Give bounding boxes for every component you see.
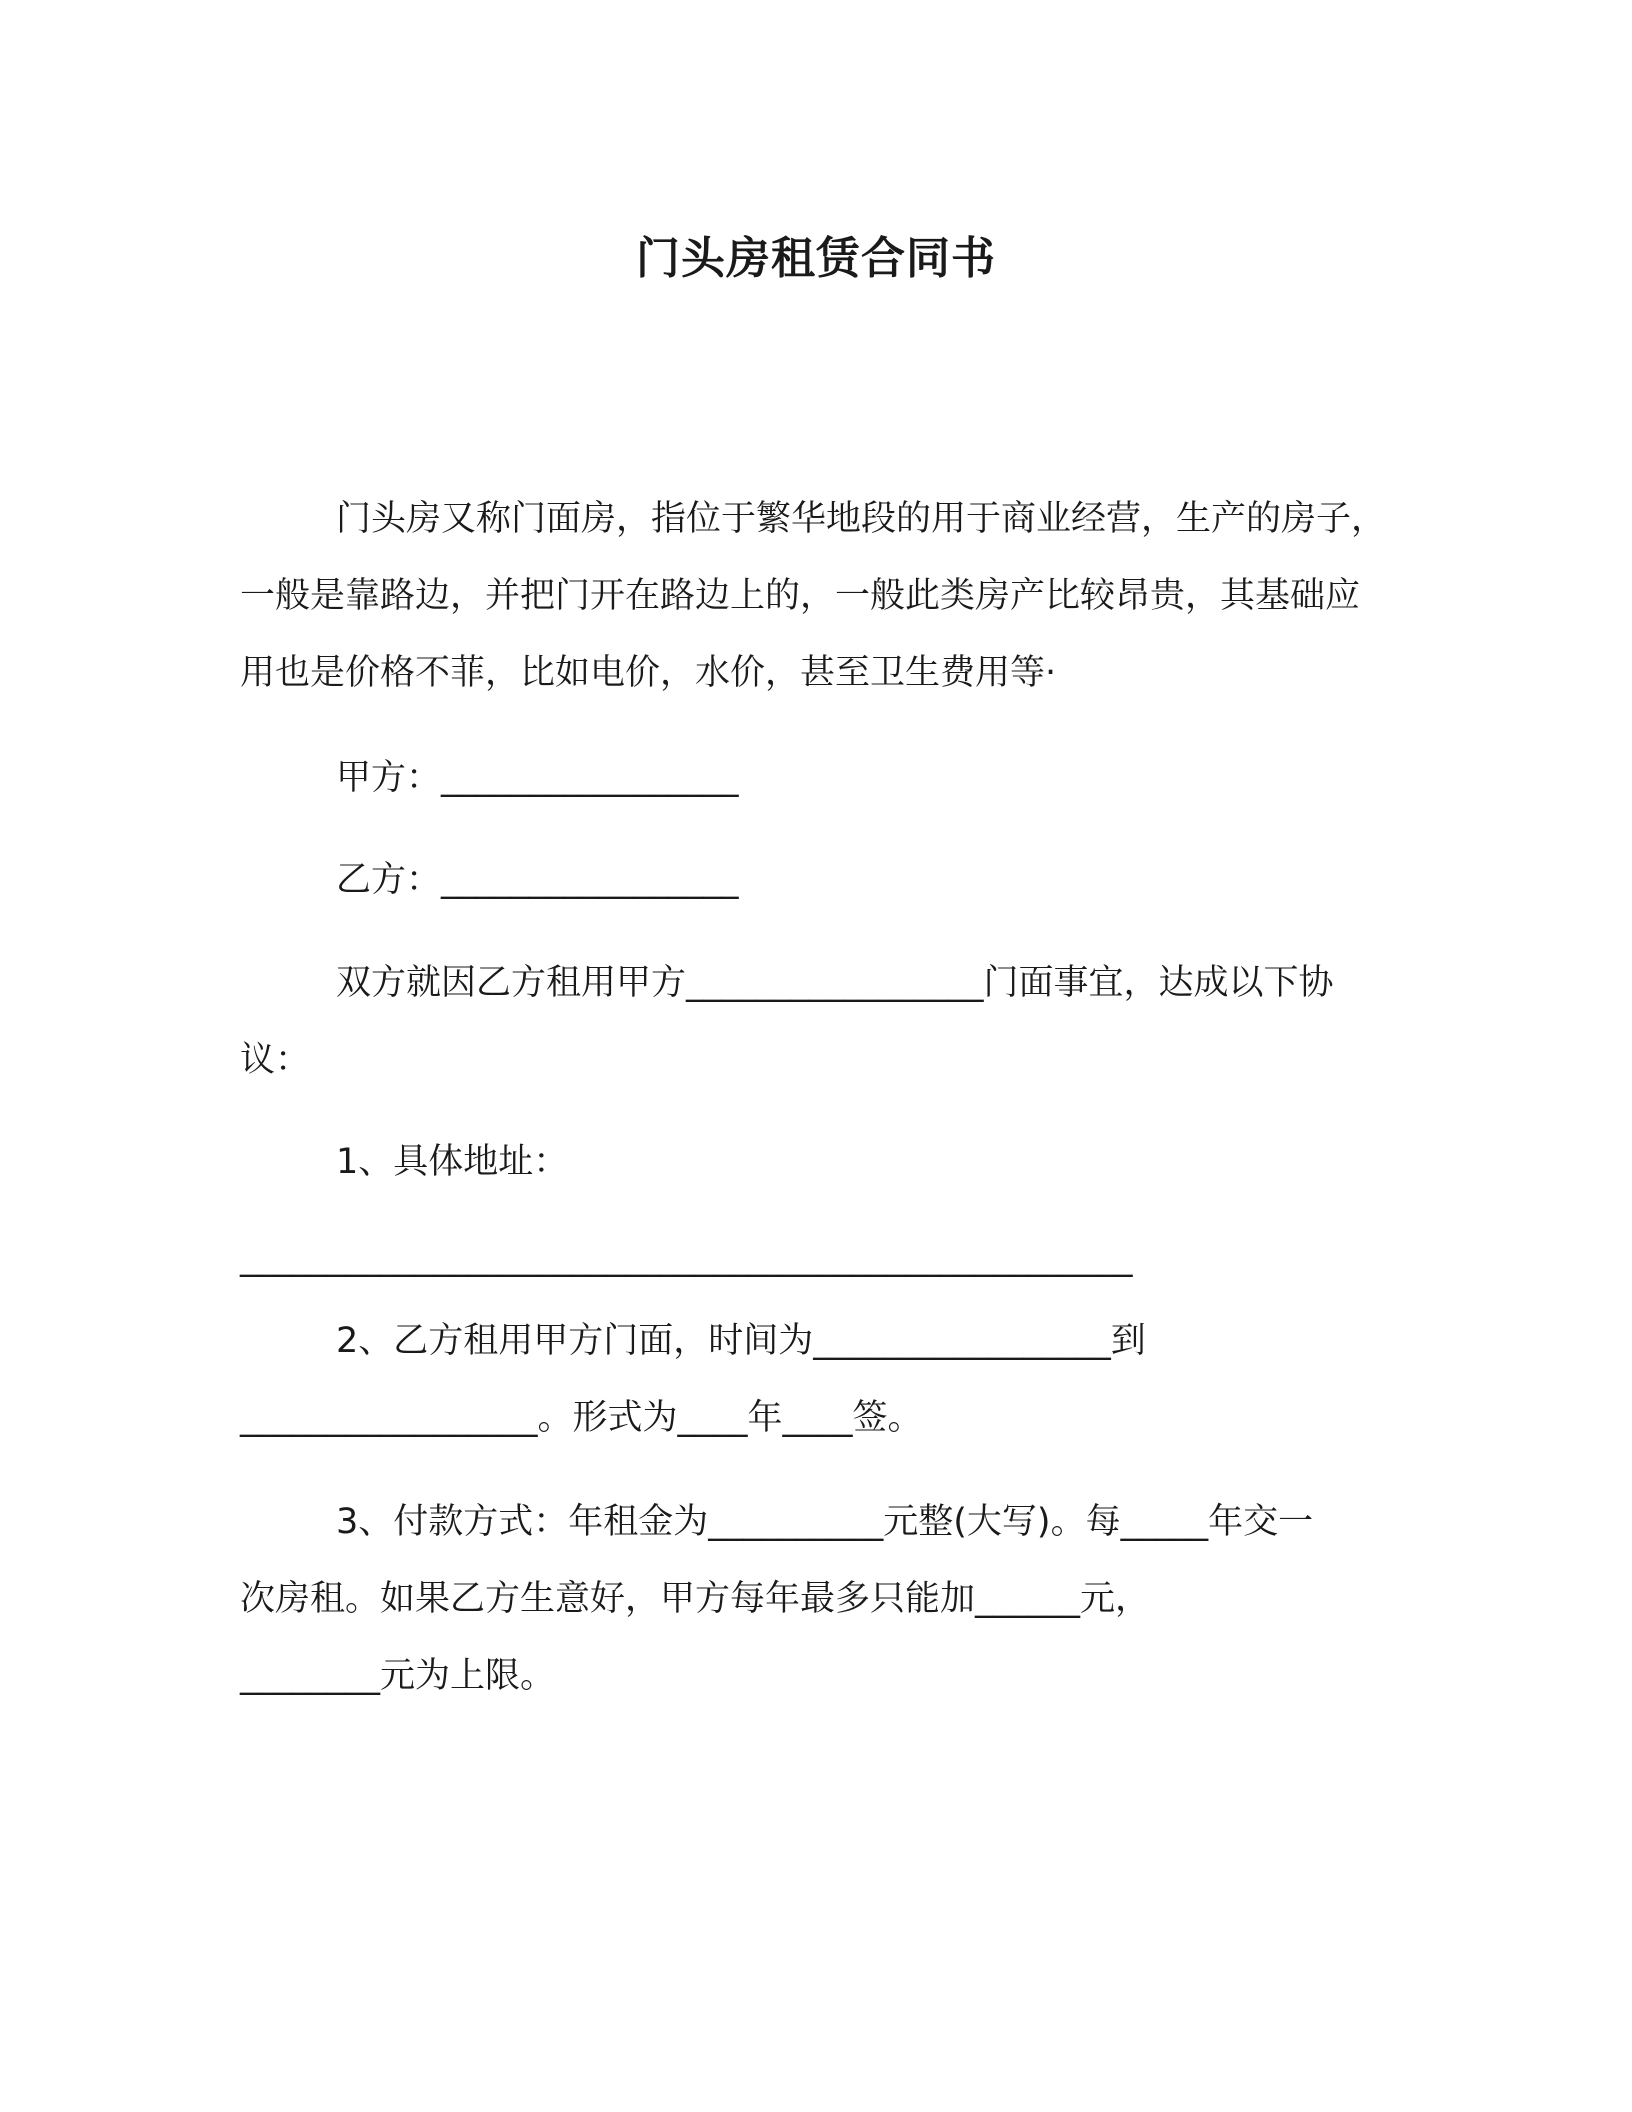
item-3-line-1: 3、付款方式：年租金为__________元整(大写)。每_____年交一 (336, 1502, 1314, 1542)
item-2-line-2: _________________。形式为____年____签。 (240, 1398, 923, 1438)
item-1-address-label: 1、具体地址： (336, 1142, 569, 1182)
item-1-address-blank: ___________________________________________________ (240, 1238, 1133, 1278)
party-a-line: 甲方：_________________ (336, 758, 739, 798)
item-3-line-2: 次房租。如果乙方生意好，甲方每年最多只能加______元， (240, 1579, 1151, 1619)
intro-paragraph: 门头房又称门面房，指位于繁华地段的用于商业经营，生产的房子，一般是靠路边，并把门开在路边上的，一般此类房产比较昂贵，其基础应用也是价格不菲，比如电价，水价，甚至卫生费用等· (240, 499, 1387, 693)
party-b-line: 乙方：_________________ (336, 860, 739, 900)
item-2-line-1: 2、乙方租用甲方门面，时间为_________________到 (336, 1321, 1146, 1361)
item-3-line-3: ________元为上限。 (240, 1656, 556, 1696)
agreement-paragraph: 双方就因乙方租用甲方_________________门面事宜，达成以下协议： (240, 963, 1334, 1080)
document-title: 门头房租赁合同书 (636, 233, 996, 284)
